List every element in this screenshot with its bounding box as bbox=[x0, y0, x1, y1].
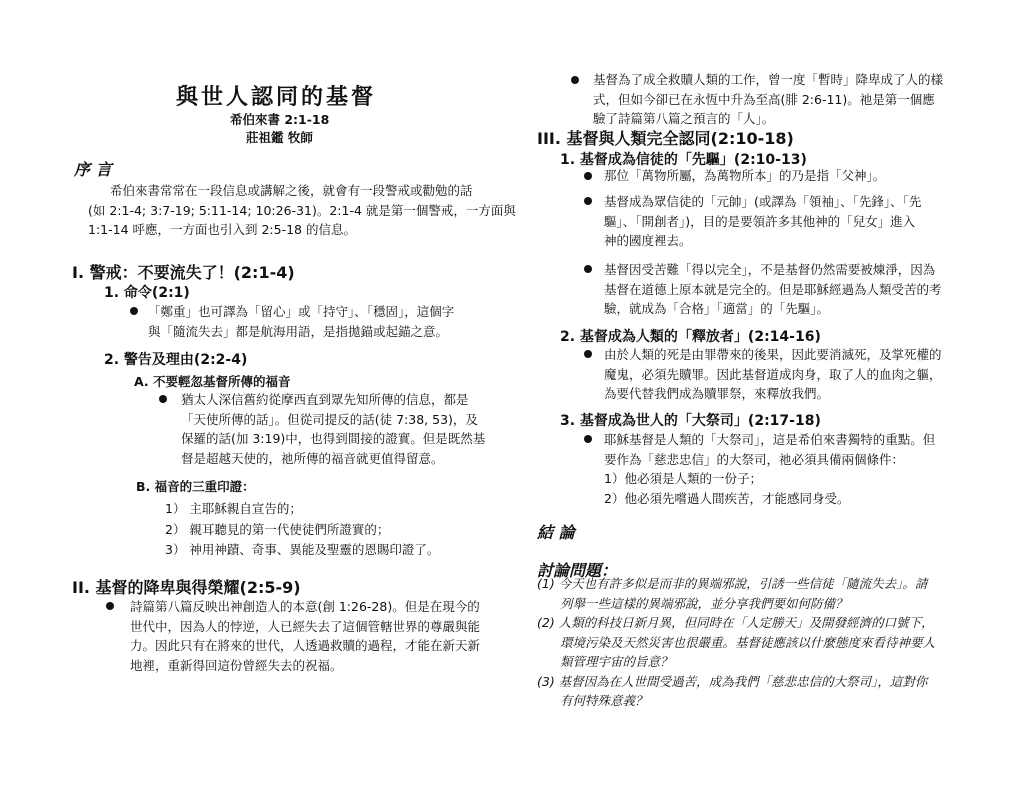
text-line: 類管理宇宙的旨意？ bbox=[560, 654, 673, 669]
text-line: 2）他必須先嚐過人間疾苦，才能感同身受。 bbox=[604, 490, 850, 506]
section-1-item-2-heading: 2. 警告及理由(2:2-4) bbox=[104, 352, 248, 368]
text-line: 猶太人深信舊約從摩西直到眾先知所傳的信息，都是 bbox=[181, 392, 469, 407]
section-3-heading: III. 基督與人類完全認同(2:10-18) bbox=[537, 129, 794, 148]
scripture-reference: 希伯來書 2:1-18 bbox=[230, 112, 330, 127]
text-line: (3) 基督因為在人世間受過苦，成為我們「慈悲忠信的大祭司」，這對你 bbox=[537, 673, 928, 689]
text-line: 列舉一些這樣的異端邪說，並分享我們要如何防備？ bbox=[560, 595, 848, 611]
text-line: 地裡，重新得回這份曾經失去的祝福。 bbox=[130, 657, 343, 673]
list-item: 2） 親耳聽見的第一代使徒們所證實的； bbox=[165, 521, 390, 537]
text-line: 魔鬼，必須先贖罪。因此基督道成肉身，取了人的血肉之軀， bbox=[604, 366, 942, 382]
text-line: 保羅的話(加 3:19)中，也得到間接的證實。但是既然基 bbox=[181, 431, 486, 446]
bullet-icon bbox=[584, 350, 592, 358]
text-line: 耶穌基督是人類的「大祭司」，這是希伯來書獨特的重點。但 bbox=[604, 432, 936, 447]
section-2-bullet-1 bbox=[130, 597, 480, 675]
question-2 bbox=[537, 613, 935, 672]
text-line: 世代中，因為人的悖逆，人已經失去了這個管轄世界的尊嚴與能 bbox=[130, 618, 481, 634]
bullet-icon bbox=[106, 602, 114, 610]
subsection-b-list bbox=[165, 499, 439, 561]
section-1-heading: I. 警戒：不要流失了！(2:1-4) bbox=[72, 263, 295, 282]
list-item: 3） 神用神蹟、奇事、異能及聖靈的恩賜印證了。 bbox=[165, 542, 440, 557]
text-line: 有何特殊意義？ bbox=[560, 693, 648, 708]
bullet-icon bbox=[571, 76, 579, 84]
text-line: 1:1-14 呼應，一方面也引入到 2:5-18 的信息。 bbox=[88, 222, 356, 237]
section-3-item-1-bullet-3 bbox=[604, 260, 942, 319]
section-1-item-1-heading: 1. 命令(2:1) bbox=[104, 285, 190, 301]
text-line: 環境污染及天然災害也很嚴重。基督徒應該以什麼態度來看待神要人 bbox=[560, 634, 936, 650]
author: 莊祖鑑 牧師 bbox=[246, 130, 313, 145]
section-3-item-1-bullet-1 bbox=[604, 166, 885, 186]
intro-heading: 序 言 bbox=[74, 160, 112, 179]
bullet-icon bbox=[584, 197, 592, 205]
section-3-item-1-heading: 1. 基督成為信徒的「先驅」(2:10-13) bbox=[560, 152, 807, 168]
text-line: 要作為「慈悲忠信」的大祭司，祂必須具備兩個條件： bbox=[604, 451, 905, 467]
text-line: 與「隨流失去」都是航海用語，是指拋錨或起錨之意。 bbox=[148, 323, 449, 339]
text-line: 驅」、「開創者」)，目的是要領許多其他神的「兒女」進入 bbox=[604, 213, 916, 229]
text-line: 希伯來書常常在一段信息或講解之後，就會有一段警戒或勸勉的話 bbox=[110, 183, 473, 198]
subsection-a-heading: A. 不要輕忽基督所傳的福音 bbox=[134, 374, 291, 389]
text-line: 驗，就成為「合格」「適當」的「先驅」。 bbox=[604, 301, 830, 316]
subsection-b-heading: B. 福音的三重印證： bbox=[136, 479, 255, 494]
text-line: 力。因此只有在將來的世代，人透過救贖的過程，才能在新天新 bbox=[130, 638, 481, 653]
section-3-item-3-bullet bbox=[604, 430, 935, 508]
text-line: (2) 人類的科技日新月異，但同時在「人定勝天」及開發經濟的口號下， bbox=[537, 615, 934, 630]
text-line: 「鄭重」也可譯為「留心」或「持守」、「穩固」，這個字 bbox=[148, 304, 455, 319]
text-line: 神的國度裡去。 bbox=[604, 233, 692, 248]
bullet-icon bbox=[584, 265, 592, 273]
section-2-bullet-2 bbox=[593, 70, 943, 129]
section-3-item-2-bullet bbox=[604, 345, 942, 404]
text-line: 驗了詩篇第八篇之預言的「人」。 bbox=[593, 111, 775, 126]
discussion-heading: 討論問題： bbox=[537, 561, 618, 580]
section-3-item-1-bullet-2 bbox=[604, 192, 921, 251]
text-line: 式，但如今卻已在永恆中升為至高(腓 2:6-11)。祂是第一個應 bbox=[593, 91, 935, 107]
list-item: 1） 主耶穌親自宣告的； bbox=[165, 501, 302, 516]
section-2-heading: II. 基督的降卑與得榮耀(2:5-9) bbox=[72, 578, 301, 597]
text-line: 基督為了成全救贖人類的工作，曾一度「暫時」降卑成了人的樣 bbox=[593, 72, 944, 87]
bullet-icon bbox=[130, 307, 138, 315]
question-1 bbox=[537, 574, 935, 613]
section-3-item-2-heading: 2. 基督成為人類的「釋放者」(2:14-16) bbox=[560, 329, 821, 345]
question-3 bbox=[537, 672, 935, 711]
bullet-icon bbox=[159, 395, 167, 403]
page-title: 與世人認同的基督 bbox=[176, 85, 377, 110]
text-line: 那位「萬物所屬，為萬物所本」的乃是指「父神」。 bbox=[604, 168, 886, 183]
text-line: 1）他必須是人類的一份子； bbox=[604, 471, 762, 486]
section-1-item-1-bullet bbox=[148, 302, 454, 341]
discussion-questions bbox=[537, 574, 935, 711]
bullet-icon bbox=[584, 172, 592, 180]
conclusion-heading: 結 論 bbox=[537, 523, 575, 542]
text-line: (如 2:1-4; 3:7-19; 5:11-14; 10:26-31)。2:1-4 就是第一個警戒，一方面與 bbox=[88, 202, 516, 218]
text-line: 為要代替我們成為贖罪祭，來釋放我們。 bbox=[604, 386, 830, 401]
text-line: 基督在道德上原本就是完全的。但是耶穌經過為人類受苦的考 bbox=[604, 281, 942, 297]
text-line: 基督因受苦難「得以完全」，不是基督仍然需要被煉淨，因為 bbox=[604, 262, 936, 277]
text-line: 基督成為眾信徒的「元帥」(或譯為「領袖」、「先鋒」、「先 bbox=[604, 194, 922, 209]
text-line: 由於人類的死是由罪帶來的後果，因此要消滅死，及掌死權的 bbox=[604, 347, 942, 362]
text-line: 督是超越天使的，祂所傳的福音就更值得留意。 bbox=[181, 450, 444, 466]
section-3-item-3-heading: 3. 基督成為世人的「大祭司」(2:17-18) bbox=[560, 413, 821, 429]
text-line: 詩篇第八篇反映出神創造人的本意(創 1:26-28)。但是在現今的 bbox=[130, 599, 480, 614]
text-line: (1) 今天也有許多似是而非的異端邪說，引誘一些信徒「隨流失去」。請 bbox=[537, 576, 928, 591]
text-line: 「天使所傳的話」。但從司提反的話(徒 7:38, 53)，及 bbox=[181, 411, 478, 427]
intro-paragraph bbox=[88, 181, 516, 240]
bullet-icon bbox=[584, 435, 592, 443]
subsection-a-bullet bbox=[181, 390, 485, 468]
